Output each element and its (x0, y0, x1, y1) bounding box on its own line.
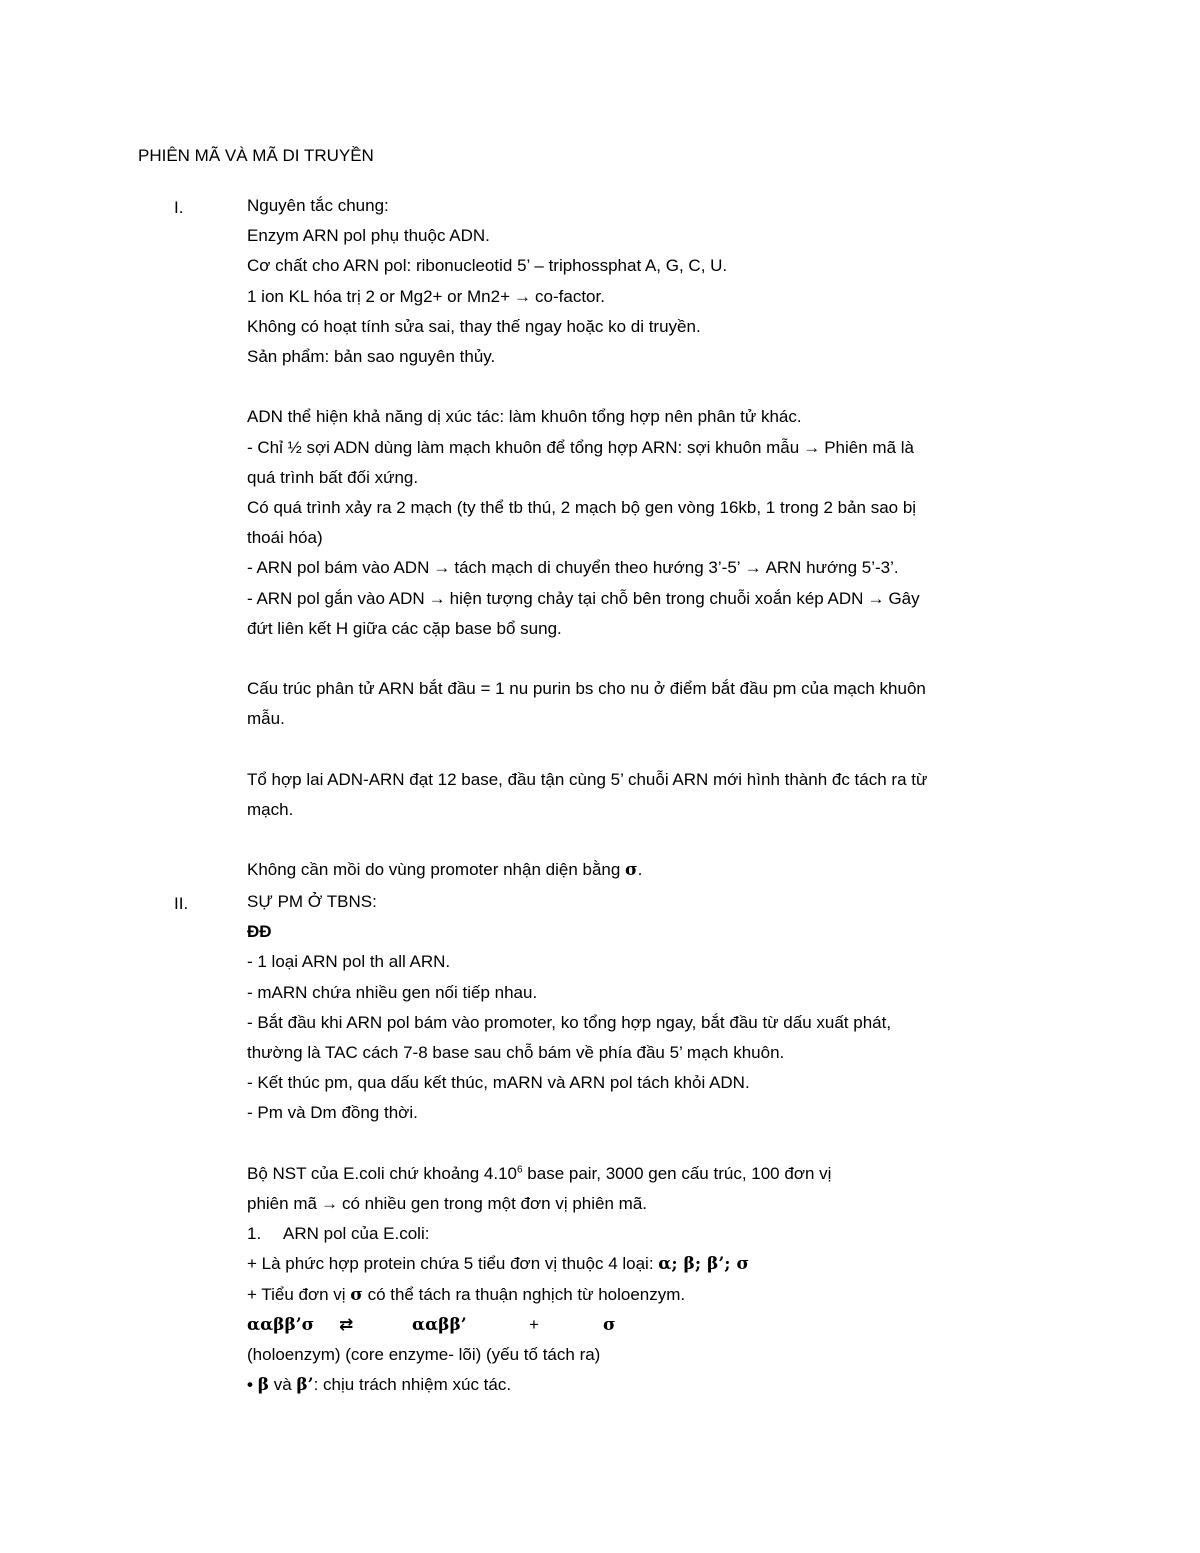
subheading-dd: ĐĐ (247, 922, 272, 942)
text-run: . (637, 860, 643, 880)
arrow-right-icon: → (514, 286, 532, 306)
paragraph-line (247, 1249, 1047, 1279)
arrow-right-icon: → (867, 588, 885, 608)
text-run: base pair, 3000 gen cấu trúc, 100 đơn vị (522, 1163, 832, 1183)
text-run: Không cần mồi do vùng promoter nhận diện bằng (247, 860, 626, 880)
greek-subunits: α; β; β’; σ (658, 1254, 749, 1275)
superscript: 6 (517, 1164, 523, 1176)
bullet-icon: • (247, 1375, 253, 1395)
section-1-body (247, 191, 1047, 886)
paragraph-line: quá trình bất đối xứng. (247, 467, 419, 487)
text-run: - ARN pol gắn vào ADN (247, 588, 425, 608)
text-run: : chịu trách nhiệm xúc tác. (313, 1375, 512, 1395)
paragraph-line: Tổ hợp lai ADN-ARN đạt 12 base, đầu tận cùng 5’ chuỗi ARN mới hình thành đc tách ra từ (247, 769, 928, 789)
paragraph-line: Có quá trình xảy ra 2 mạch (ty thể tb thú, 2 mạch bộ gen vòng 16kb, 1 trong 2 bản sao bị (247, 498, 917, 518)
arrow-right-icon: → (428, 588, 446, 608)
list-number: 1. (247, 1224, 262, 1244)
arrow-right-icon: → (803, 437, 821, 457)
reversible-arrow-icon: ⇄ (339, 1314, 354, 1334)
sigma-symbol: σ (350, 1284, 363, 1305)
paragraph-line: - mARN chứa nhiều gen nối tiếp nhau. (247, 982, 538, 1002)
text-run: Bộ NST của E.coli chứ khoảng 4.10 (247, 1163, 517, 1183)
blank-line (247, 372, 1047, 402)
text-run: có thể tách ra thuận nghịch từ holoenzym. (362, 1284, 686, 1304)
text-run: - Chỉ ½ sợi ADN dùng làm mạch khuôn để tổng hợp ARN: sợi khuôn mẫu (247, 437, 800, 457)
paragraph-line: ADN thể hiện khả năng dị xúc tác: làm khuôn tổng hợp nên phân tử khác. (247, 407, 802, 427)
core-enzyme-formula: ααββ’ (412, 1314, 467, 1335)
text-run: hiện tượng chảy tại chỗ bên trong chuỗi xoắn kép ADN (449, 588, 864, 608)
paragraph-line: mẫu. (247, 709, 285, 729)
section-2-body (247, 887, 1047, 1400)
sigma-factor: σ (603, 1314, 616, 1335)
paragraph-line: - Pm và Dm đồng thời. (247, 1103, 418, 1123)
text-run: + Tiểu đơn vị (247, 1284, 351, 1304)
text-run: 1 ion KL hóa trị 2 or Mg2+ or Mn2+ (247, 286, 511, 306)
paragraph-line: Sản phẩm: bản sao nguyên thủy. (247, 347, 496, 367)
paragraph-line: thường là TAC cách 7-8 base sau chỗ bám về phía đầu 5’ mạch khuôn. (247, 1043, 785, 1063)
text-run: tách mạch di chuyển theo hướng 3’-5’ (454, 558, 741, 578)
arrow-right-icon: → (320, 1194, 338, 1214)
paragraph-line (247, 553, 1047, 583)
bullet-item (247, 1370, 1047, 1400)
section-1-heading: Nguyên tắc chung: (247, 196, 389, 215)
paragraph-line: đứt liên kết H giữa các cặp base bổ sung. (247, 618, 562, 638)
paragraph-line: Không có hoạt tính sửa sai, thay thế ngay hoặc ko di truyền. (247, 316, 701, 336)
arrow-right-icon: → (433, 558, 451, 578)
holoenzyme-formula: ααββ’σ (247, 1314, 315, 1335)
text-run: co-factor. (535, 286, 605, 306)
text-run: Phiên mã là (824, 437, 914, 457)
paragraph-line (247, 584, 1047, 614)
paragraph-line: mạch. (247, 800, 294, 820)
paragraph-line (247, 1189, 1047, 1219)
equation-line (247, 1310, 1047, 1340)
blank-line (247, 644, 1047, 674)
paragraph-line: Cơ chất cho ARN pol: ribonucleotid 5’ – triphossphat A, G, C, U. (247, 256, 728, 276)
document-title: PHIÊN MÃ VÀ MÃ DI TRUYỀN (138, 146, 374, 165)
text-run: - ARN pol bám vào ADN (247, 558, 430, 578)
text-run: có nhiều gen trong một đơn vị phiên mã. (341, 1194, 647, 1214)
paragraph-line: - Kết thúc pm, qua dấu kết thúc, mARN và ARN pol tách khỏi ADN. (247, 1073, 750, 1093)
list-item-heading (247, 1219, 1047, 1249)
paragraph-line: Cấu trúc phân tử ARN bắt đầu = 1 nu purin bs cho nu ở điểm bắt đầu pm của mạch khuôn (247, 679, 926, 699)
plus-sign: + (529, 1314, 539, 1334)
text-run: và (268, 1375, 297, 1395)
section-1-number: I. (174, 198, 184, 217)
section-2-heading: SỰ PM Ở TBNS: (247, 892, 377, 911)
paragraph-line (247, 855, 1047, 885)
paragraph-line (247, 1159, 1047, 1189)
blank-line (247, 735, 1047, 765)
text-run: ARN hướng 5’-3’. (765, 558, 899, 578)
arrow-right-icon: → (744, 558, 762, 578)
list-item-title: ARN pol của E.coli: (283, 1224, 430, 1244)
beta-symbol: β (257, 1375, 269, 1396)
equation-labels: (holoenzym) (core enzyme- lõi) (yếu tố tách ra) (247, 1345, 601, 1365)
paragraph-line: - 1 loại ARN pol th all ARN. (247, 952, 451, 972)
sigma-symbol: σ (625, 860, 638, 881)
text-run: phiên mã (247, 1194, 317, 1214)
text-run: + Là phức hợp protein chứa 5 tiểu đơn vị thuộc 4 loại: (247, 1254, 659, 1274)
paragraph-line: - Bắt đầu khi ARN pol bám vào promoter, ko tổng hợp ngay, bắt đầu từ dấu xuất phát, (247, 1012, 892, 1032)
paragraph-line (247, 433, 1047, 463)
blank-line (247, 825, 1047, 855)
section-2-number: II. (174, 894, 189, 913)
beta-prime-symbol: β’ (296, 1375, 314, 1396)
blank-line (247, 1129, 1047, 1159)
text-run: Gây (888, 588, 920, 608)
paragraph-line (247, 1280, 1047, 1310)
paragraph-line: thoái hóa) (247, 528, 323, 548)
paragraph-line (247, 282, 1047, 312)
paragraph-line: Enzym ARN pol phụ thuộc ADN. (247, 226, 490, 246)
